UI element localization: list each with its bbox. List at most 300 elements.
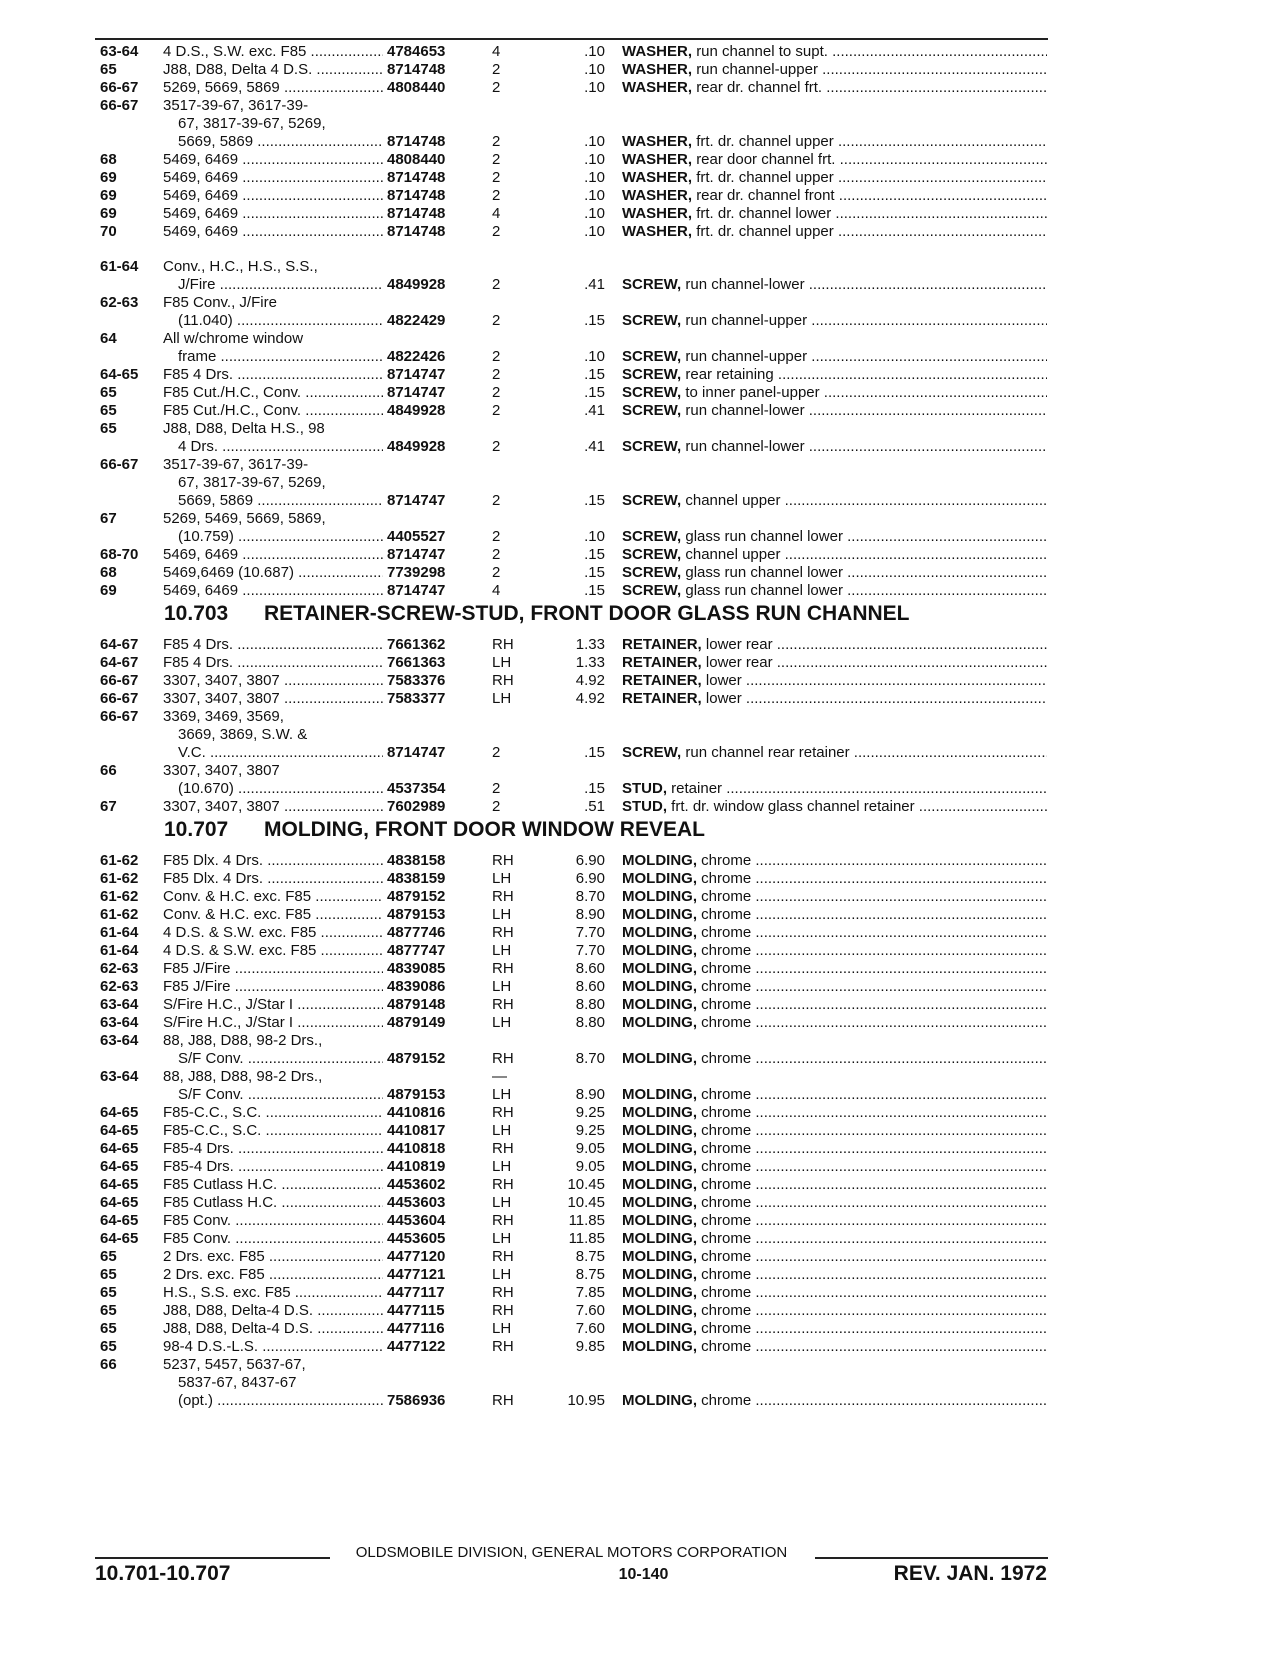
row-description	[622, 1104, 1047, 1122]
table-row	[0, 546, 1287, 564]
row-price: .41	[584, 402, 605, 419]
row-part-name: MOLDING,	[622, 1284, 697, 1301]
footer-rule-right	[815, 1557, 1048, 1559]
row-part-detail: frt. dr. channel lower	[696, 205, 832, 222]
row-part-name: SCREW,	[622, 366, 682, 383]
row-part-detail: chrome	[701, 960, 752, 977]
row-price: .10	[584, 151, 605, 168]
row-price: .10	[584, 133, 605, 150]
row-part-number: 4410816	[387, 1104, 446, 1121]
section-number: 10.703	[164, 602, 229, 625]
row-part-number: 4879153	[387, 906, 446, 923]
row-models: 98-4 D.S.-L.S. .....	[163, 1338, 383, 1356]
row-part-name: MOLDING,	[622, 870, 697, 887]
row-years: 67	[100, 510, 117, 527]
row-models: 4 D.S., S.W. exc. F85 .....	[163, 43, 383, 61]
row-price: 8.70	[575, 1050, 605, 1067]
table-row	[0, 1158, 1287, 1176]
row-models: 5669, 5869 .....	[178, 492, 383, 510]
table-row	[0, 906, 1287, 924]
row-part-name: MOLDING,	[622, 1248, 697, 1265]
row-part-number: 4822426	[387, 348, 446, 365]
table-row	[0, 402, 1287, 420]
row-years: 66-67	[100, 79, 139, 96]
row-description	[622, 996, 1047, 1014]
row-models: 5837-67, 8437-67	[178, 1374, 297, 1391]
row-price: .15	[584, 384, 605, 401]
row-years: 64-65	[100, 1230, 139, 1247]
table-row	[0, 115, 1287, 133]
row-quantity: 2	[492, 798, 501, 815]
row-description	[622, 978, 1047, 996]
row-years: 64-65	[100, 366, 139, 383]
row-part-name: SCREW,	[622, 276, 682, 293]
row-part-name: MOLDING,	[622, 1140, 697, 1157]
row-part-detail: run channel-lower	[685, 402, 805, 419]
row-quantity: 2	[492, 187, 501, 204]
row-quantity: RH	[492, 636, 514, 653]
row-models: (10.759) .....	[178, 528, 383, 546]
row-models: 4 D.S. & S.W. exc. F85 .....	[163, 942, 383, 960]
row-part-name: RETAINER,	[622, 672, 702, 689]
row-part-name: MOLDING,	[622, 1230, 697, 1247]
row-description	[622, 906, 1047, 924]
table-row	[0, 205, 1287, 223]
row-models: Conv., H.C., H.S., S.S.,	[163, 258, 318, 275]
row-part-number: 4477116	[387, 1320, 445, 1337]
row-price: 9.85	[575, 1338, 605, 1355]
row-models: 5469, 6469 .....	[163, 223, 383, 241]
row-part-number: 8714748	[387, 133, 446, 150]
row-years: 61-64	[100, 924, 139, 941]
row-part-number: 7661363	[387, 654, 446, 671]
table-row	[0, 133, 1287, 151]
row-part-name: MOLDING,	[622, 1212, 697, 1229]
row-quantity: RH	[492, 1284, 514, 1301]
table-row	[0, 672, 1287, 690]
row-models: 5469, 6469 .....	[163, 582, 383, 600]
row-models: (opt.) .....	[178, 1392, 383, 1410]
row-part-number: 4877746	[387, 924, 446, 941]
row-quantity: 2	[492, 366, 501, 383]
row-part-detail: chrome	[701, 1266, 752, 1283]
row-years: 64-65	[100, 1212, 139, 1229]
row-part-number: 4849928	[387, 438, 446, 455]
row-part-number: 4838159	[387, 870, 446, 887]
row-quantity: 2	[492, 438, 501, 455]
row-years: 68	[100, 151, 117, 168]
row-part-number: 4849928	[387, 402, 446, 419]
row-years: 65	[100, 420, 117, 437]
row-years: 68-70	[100, 546, 139, 563]
row-models: 5669, 5869 .....	[178, 133, 383, 151]
row-part-number: 4849928	[387, 276, 446, 293]
row-years: 66-67	[100, 708, 139, 725]
row-part-detail: run channel to supt.	[696, 43, 828, 60]
row-quantity: 2	[492, 312, 501, 329]
row-quantity: LH	[492, 1266, 512, 1283]
row-part-name: WASHER,	[622, 223, 693, 240]
row-part-name: WASHER,	[622, 133, 693, 150]
table-row	[0, 258, 1287, 276]
row-part-detail: lower	[705, 690, 742, 707]
row-part-detail: rear retaining	[685, 366, 774, 383]
row-price: 10.45	[567, 1176, 605, 1193]
row-part-detail: chrome	[701, 1320, 752, 1337]
row-part-detail: chrome	[701, 996, 752, 1013]
row-description	[622, 672, 1047, 690]
row-models: 4 D.S. & S.W. exc. F85 .....	[163, 924, 383, 942]
row-years: 62-63	[100, 294, 139, 311]
row-quantity: LH	[492, 1014, 512, 1031]
table-row	[0, 1194, 1287, 1212]
row-part-number: 8714748	[387, 223, 446, 240]
table-row	[0, 384, 1287, 402]
row-models: H.S., S.S. exc. F85 .....	[163, 1284, 383, 1302]
row-part-number: 4453605	[387, 1230, 446, 1247]
row-price: .41	[584, 438, 605, 455]
row-price: 6.90	[575, 852, 605, 869]
row-years: 64-65	[100, 1176, 139, 1193]
row-quantity: RH	[492, 852, 514, 869]
table-row	[0, 97, 1287, 115]
row-models: S/F Conv. .....	[178, 1050, 383, 1068]
row-part-detail: chrome	[701, 906, 752, 923]
table-row	[0, 1320, 1287, 1338]
row-description	[622, 564, 1047, 582]
row-price: .10	[584, 169, 605, 186]
row-quantity: 4	[492, 582, 501, 599]
row-part-name: STUD,	[622, 780, 667, 797]
row-quantity: RH	[492, 1140, 514, 1157]
row-quantity: LH	[492, 978, 512, 995]
row-price: .10	[584, 79, 605, 96]
row-part-detail: chrome	[701, 1158, 752, 1175]
table-row	[0, 1248, 1287, 1266]
row-models: F85 Cut./H.C., Conv. .....	[163, 402, 383, 420]
row-quantity: LH	[492, 690, 512, 707]
row-quantity: RH	[492, 888, 514, 905]
row-part-name: MOLDING,	[622, 1014, 697, 1031]
row-part-name: RETAINER,	[622, 654, 702, 671]
row-years: 67	[100, 798, 117, 815]
row-description	[622, 1050, 1047, 1068]
row-models: 5269, 5469, 5669, 5869,	[163, 510, 326, 527]
row-models: F85 Cutlass H.C. .....	[163, 1176, 383, 1194]
row-years: 64-65	[100, 1104, 139, 1121]
row-part-number: 4453603	[387, 1194, 446, 1211]
row-part-number: 8714748	[387, 169, 446, 186]
row-price: .10	[584, 61, 605, 78]
row-part-name: MOLDING,	[622, 1176, 697, 1193]
row-part-number: 4410819	[387, 1158, 446, 1175]
row-part-name: MOLDING,	[622, 1050, 697, 1067]
row-part-name: WASHER,	[622, 61, 693, 78]
row-part-name: SCREW,	[622, 438, 682, 455]
row-part-number: 4410817	[387, 1122, 446, 1139]
row-quantity: LH	[492, 1086, 512, 1103]
row-quantity: 2	[492, 61, 501, 78]
row-years: 69	[100, 187, 117, 204]
row-part-number: 4477121	[387, 1266, 446, 1283]
row-quantity: RH	[492, 996, 514, 1013]
row-models: 2 Drs. exc. F85 .....	[163, 1266, 383, 1284]
row-description	[622, 1140, 1047, 1158]
row-part-number: 4879149	[387, 1014, 446, 1031]
row-price: .15	[584, 492, 605, 509]
row-models: F85 J/Fire .....	[163, 978, 383, 996]
row-quantity: 4	[492, 43, 501, 60]
row-models: Conv. & H.C. exc. F85 .....	[163, 906, 383, 924]
row-price: 6.90	[575, 870, 605, 887]
row-part-detail: lower	[705, 672, 742, 689]
table-row	[0, 1086, 1287, 1104]
row-description	[622, 1248, 1047, 1266]
row-part-name: SCREW,	[622, 492, 682, 509]
row-description	[622, 1392, 1047, 1410]
row-models: F85-4 Drs. .....	[163, 1158, 383, 1176]
row-models: frame .....	[178, 348, 383, 366]
row-years: 64-65	[100, 1140, 139, 1157]
row-years: 61-62	[100, 870, 139, 887]
table-row	[0, 1104, 1287, 1122]
row-description	[622, 1302, 1047, 1320]
row-part-name: MOLDING,	[622, 1086, 697, 1103]
row-description	[622, 1014, 1047, 1032]
row-price: .15	[584, 546, 605, 563]
row-part-name: WASHER,	[622, 79, 693, 96]
row-price: 9.25	[575, 1104, 605, 1121]
row-price: 1.33	[575, 654, 605, 671]
row-price: 8.80	[575, 996, 605, 1013]
row-part-number: 4477115	[387, 1302, 445, 1319]
row-part-detail: rear dr. channel frt.	[696, 79, 823, 96]
row-part-detail: glass run channel lower	[685, 528, 843, 545]
table-row	[0, 1230, 1287, 1248]
row-models: 3307, 3407, 3807 .....	[163, 672, 383, 690]
row-part-name: MOLDING,	[622, 1302, 697, 1319]
table-row	[0, 1050, 1287, 1068]
row-part-detail: lower rear	[705, 654, 773, 671]
table-row	[0, 1122, 1287, 1140]
row-years: 66-67	[100, 97, 139, 114]
row-part-name: MOLDING,	[622, 996, 697, 1013]
row-part-name: MOLDING,	[622, 924, 697, 941]
row-description	[622, 1230, 1047, 1248]
row-quantity: RH	[492, 924, 514, 941]
row-part-name: SCREW,	[622, 528, 682, 545]
row-part-detail: frt. dr. channel upper	[696, 133, 834, 150]
row-description	[622, 438, 1047, 456]
row-part-detail: chrome	[701, 1176, 752, 1193]
row-description	[622, 151, 1047, 169]
row-years: 69	[100, 582, 117, 599]
row-part-detail: to inner panel-upper	[685, 384, 820, 401]
row-models: 5237, 5457, 5637-67,	[163, 1356, 306, 1373]
row-models: J88, D88, Delta-4 D.S. .....	[163, 1302, 383, 1320]
row-part-detail: lower rear	[705, 636, 773, 653]
row-years: 69	[100, 169, 117, 186]
row-years: 64-67	[100, 654, 139, 671]
row-part-detail: chrome	[701, 852, 752, 869]
row-part-number: 4877747	[387, 942, 446, 959]
row-part-detail: chrome	[701, 1302, 752, 1319]
table-row	[0, 1032, 1287, 1050]
row-price: 10.45	[567, 1194, 605, 1211]
row-price: 11.85	[568, 1212, 605, 1229]
row-price: 9.25	[575, 1122, 605, 1139]
row-part-number: 4838158	[387, 852, 446, 869]
row-models: 3307, 3407, 3807 .....	[163, 798, 383, 816]
row-part-number: 4879152	[387, 1050, 446, 1067]
table-row	[0, 223, 1287, 241]
row-years: 66-67	[100, 672, 139, 689]
row-part-detail: chrome	[701, 1230, 752, 1247]
row-part-detail: run channel-lower	[685, 438, 805, 455]
row-price: 8.90	[575, 1086, 605, 1103]
footer-revision: REV. JAN. 1972	[893, 1562, 1047, 1585]
row-part-name: SCREW,	[622, 744, 682, 761]
row-part-detail: run channel-upper	[696, 61, 818, 78]
table-row	[0, 852, 1287, 870]
row-price: 4.92	[575, 690, 605, 707]
row-price: 7.70	[575, 924, 605, 941]
row-description	[622, 798, 1047, 816]
row-models: F85 Conv. .....	[163, 1230, 383, 1248]
row-part-detail: run channel-upper	[685, 348, 808, 365]
row-part-detail: chrome	[701, 1014, 752, 1031]
row-models: 5469, 6469 .....	[163, 187, 383, 205]
row-models: 5469, 6469 .....	[163, 546, 383, 564]
row-description	[622, 366, 1047, 384]
row-part-number: 4405527	[387, 528, 446, 545]
row-description	[622, 1320, 1047, 1338]
table-row	[0, 348, 1287, 366]
row-description	[622, 61, 1047, 79]
row-models: J88, D88, Delta H.S., 98	[163, 420, 325, 437]
row-description	[622, 43, 1047, 61]
row-price: .15	[584, 780, 605, 797]
row-part-name: SCREW,	[622, 348, 682, 365]
row-models: S/Fire H.C., J/Star I .....	[163, 1014, 383, 1032]
row-description	[622, 79, 1047, 97]
row-part-detail: run channel-lower	[685, 276, 805, 293]
row-models: F85 Cutlass H.C. .....	[163, 1194, 383, 1212]
row-price: .51	[584, 798, 605, 815]
row-description	[622, 384, 1047, 402]
row-years: 65	[100, 1302, 117, 1319]
row-years: 66	[100, 1356, 117, 1373]
row-price: 8.70	[575, 888, 605, 905]
row-quantity: RH	[492, 1104, 514, 1121]
row-part-name: MOLDING,	[622, 942, 697, 959]
row-part-detail: chrome	[701, 870, 752, 887]
footer-section-range: 10.701-10.707	[95, 1562, 231, 1585]
row-quantity: 2	[492, 223, 501, 240]
row-part-name: SCREW,	[622, 384, 682, 401]
row-years: 65	[100, 402, 117, 419]
row-description	[622, 546, 1047, 564]
row-quantity: RH	[492, 1050, 514, 1067]
table-row	[0, 456, 1287, 474]
row-price: .10	[584, 528, 605, 545]
footer-org-line	[95, 1544, 1048, 1564]
row-years: 65	[100, 384, 117, 401]
row-years: 65	[100, 1266, 117, 1283]
row-description	[622, 1338, 1047, 1356]
row-description	[622, 780, 1047, 798]
row-part-number: 4879148	[387, 996, 446, 1013]
row-part-number: 8714748	[387, 205, 446, 222]
table-row	[0, 276, 1287, 294]
row-years: 64-65	[100, 1122, 139, 1139]
table-row	[0, 420, 1287, 438]
row-part-number: 4477117	[387, 1284, 445, 1301]
section-heading	[164, 817, 705, 843]
row-part-name: MOLDING,	[622, 1104, 697, 1121]
row-price: 8.90	[575, 906, 605, 923]
row-description	[622, 205, 1047, 223]
row-part-detail: frt. dr. window glass channel retainer	[671, 798, 915, 815]
row-models: J/Fire .....	[178, 276, 383, 294]
row-quantity: LH	[492, 1230, 512, 1247]
row-price: 8.60	[575, 960, 605, 977]
row-models: F85 4 Drs. .....	[163, 654, 383, 672]
section-title: MOLDING, FRONT DOOR WINDOW REVEAL	[264, 818, 705, 841]
table-row	[0, 528, 1287, 546]
table-row	[0, 1068, 1287, 1086]
row-part-detail: channel upper	[685, 546, 781, 563]
table-row	[0, 1212, 1287, 1230]
row-price: .10	[584, 205, 605, 222]
row-quantity: LH	[492, 1122, 512, 1139]
row-description	[622, 636, 1047, 654]
row-part-detail: glass run channel lower	[685, 564, 843, 581]
row-quantity: 2	[492, 564, 501, 581]
row-years: 61-62	[100, 852, 139, 869]
table-row	[0, 79, 1287, 97]
row-price: .15	[584, 564, 605, 581]
row-part-detail: chrome	[701, 1140, 752, 1157]
table-row	[0, 690, 1287, 708]
row-models: 88, J88, D88, 98-2 Drs.,	[163, 1032, 323, 1049]
table-row	[0, 1392, 1287, 1410]
row-years: 66	[100, 762, 117, 779]
row-price: 7.70	[575, 942, 605, 959]
row-quantity: 2	[492, 276, 501, 293]
row-part-number: 4477122	[387, 1338, 446, 1355]
table-row	[0, 1176, 1287, 1194]
row-part-number: 4822429	[387, 312, 446, 329]
row-description	[622, 187, 1047, 205]
row-part-detail: chrome	[701, 942, 752, 959]
table-row	[0, 564, 1287, 582]
row-quantity: 2	[492, 402, 501, 419]
table-row	[0, 996, 1287, 1014]
row-quantity: RH	[492, 672, 514, 689]
row-quantity: RH	[492, 1302, 514, 1319]
row-models: (10.670) .....	[178, 780, 383, 798]
row-part-number: 8714748	[387, 187, 446, 204]
row-part-number: 8714747	[387, 582, 446, 599]
row-description	[622, 348, 1047, 366]
row-years: 61-64	[100, 258, 139, 275]
row-description	[622, 169, 1047, 187]
table-row	[0, 762, 1287, 780]
row-models: F85 J/Fire .....	[163, 960, 383, 978]
table-row	[0, 169, 1287, 187]
row-years: 61-64	[100, 942, 139, 959]
